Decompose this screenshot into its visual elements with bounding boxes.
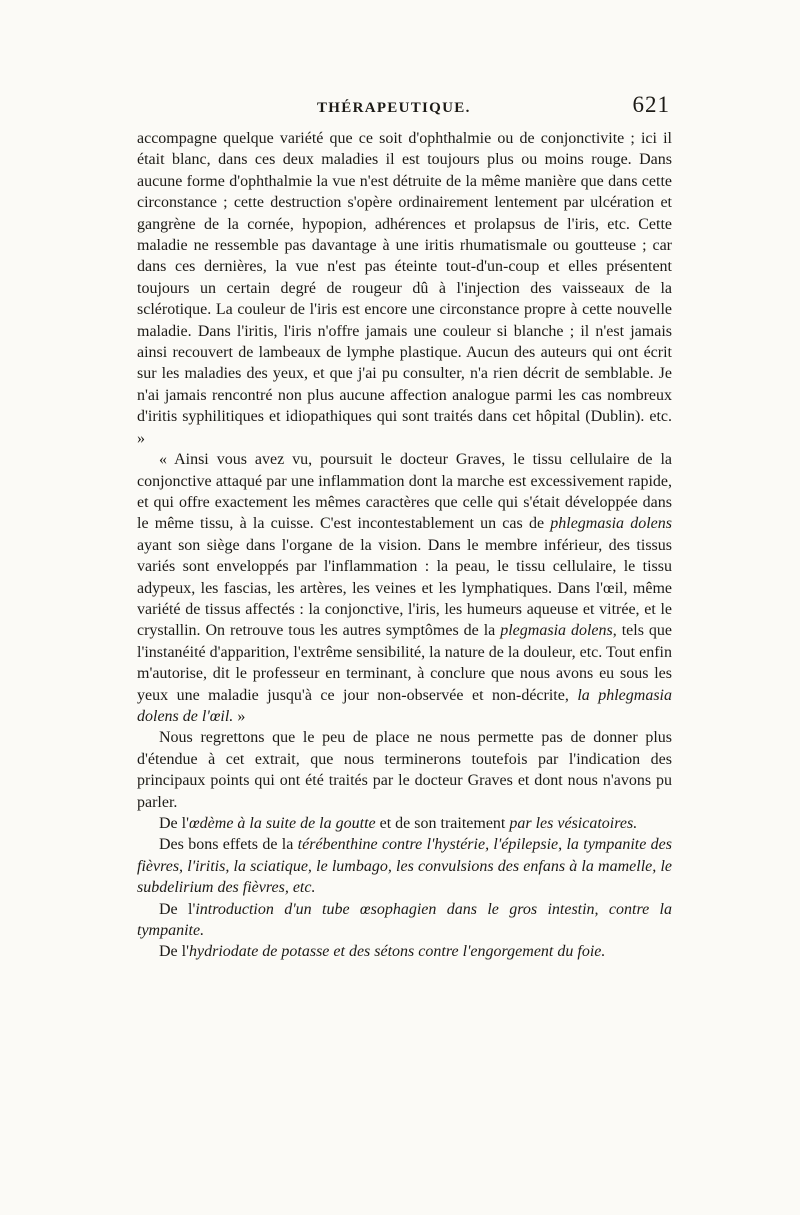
italic-text-run: térébenthine contre l'hystérie, l'épilepsie, la tympanite des fièvres, l'iritis, la sciatique, le lumbago, les convulsions des enfans à la mamelle, le subdelirium des fièvres, etc. xyxy=(137,836,673,897)
text-run: De l' xyxy=(159,900,196,918)
book-page xyxy=(137,92,673,963)
text-run: accompagne quelque variété que ce soit d'ophthalmie ou de conjonctivite ; ici il était blanc, dans ces deux maladies il est toujours plus ou moins rouge. Dans aucune forme d'ophthalmie la vue n'est détruite de la même manière que dans cette circonstance ; cette destruction s'opère ordinairement lentement par ulcération et gangrène de la cornée, hypopion, adhérences et prolapsus de l'iris, etc. Cette maladie ne ressemble pas davantage à une iritis rhumatismale ou goutteuse ; car dans ces dernières, la vue n'est pas éteinte tout-d'un-coup et elles présentent toujours un certain degré de rougeur dû à l'injection des vaisseaux de la sclérotique. La couleur de l'iris est encore une circonstance propre à cette nouvelle maladie. Dans l'iritis, l'iris n'offre jamais une couleur si blanche ; il n'est jamais ainsi recouvert de lambeaux de lymphe plastique. Aucun des auteurs qui ont écrit sur les maladies des yeux, et que j'ai pu consulter, n'a rien décrit de semblable. Je n'ai jamais rencontré non plus aucune affection analogue parmi les cas nombreux d'iritis syphilitiques et idiopathiques qui sont traités dans cet hôpital (Dublin). etc. » xyxy=(137,130,672,447)
page-number: 621 xyxy=(632,92,670,117)
text-run: » xyxy=(233,707,246,725)
italic-text-run: plegmasia dolens xyxy=(500,622,613,640)
paragraph xyxy=(137,941,672,962)
paragraph xyxy=(137,128,672,449)
paragraph xyxy=(137,813,672,834)
italic-text-run: hydriodate de potasse et des sétons contre l'engorgement du foie. xyxy=(188,943,606,961)
text-run: Nous regrettons que le peu de place ne nous permette pas de donner plus d'étendue à cet extrait, que nous terminerons toutefois par l'indication des principaux points qui ont été traités par le docteur Graves et dont nous n'avons pu parler. xyxy=(137,729,672,811)
italic-text-run: la phlegmasia dolens de l'œil. xyxy=(137,686,673,725)
paragraph xyxy=(137,727,672,813)
italic-text-run: introduction d'un tube œsophagien dans le gros intestin, contre la tympanite. xyxy=(137,900,673,940)
text-run: ayant son siège dans l'organe de la vision. Dans le membre inférieur, des tissus variés sont enveloppés par l'inflammation : la peau, le tissu cellulaire, le tissu adypeux, les fascias, les artères, les veines et les lymphatiques. Dans l'œil, même variété de tissus affectés : la conjonctive, l'iris, les humeurs aqueuse et vitrée, et le crystallin. On retrouve tous les autres symptômes de la xyxy=(137,536,672,640)
paragraph xyxy=(137,834,672,898)
running-title: THÉRAPEUTIQUE. xyxy=(317,100,471,116)
italic-text-run: phlegmasia dolens xyxy=(550,515,673,533)
paragraph xyxy=(137,449,672,727)
text-run: De l' xyxy=(159,815,189,832)
text-run: , tels que l'instanéité d'apparition, l'extrême sensibilité, la nature de la douleur, etc. Tout enfin m'autorise, dit le professeur en terminant, à conclure que nous avons eu sous les yeux une maladie jusqu'à ce jour non-observée et non-décrite, xyxy=(137,622,672,704)
running-header xyxy=(137,92,672,128)
paragraph xyxy=(137,899,672,942)
body-text xyxy=(137,128,672,963)
text-run: « Ainsi vous avez vu, poursuit le docteur Graves, le tissu cellulaire de la conjonctive attaqué par une inflammation dont la marche est excessivement rapide, et qui offre exactement les mêmes caractères que celle qui s'était développée dans le même tissu, à la cuisse. C'est incontestablement un cas de xyxy=(137,451,672,533)
text-run: et de son traitement xyxy=(375,815,510,832)
italic-text-run: par les vésicatoires. xyxy=(509,815,638,832)
text-run: Des bons effets de la xyxy=(159,836,298,854)
italic-text-run: œdème à la suite de la goutte xyxy=(188,815,376,832)
text-run: De l' xyxy=(159,943,189,961)
